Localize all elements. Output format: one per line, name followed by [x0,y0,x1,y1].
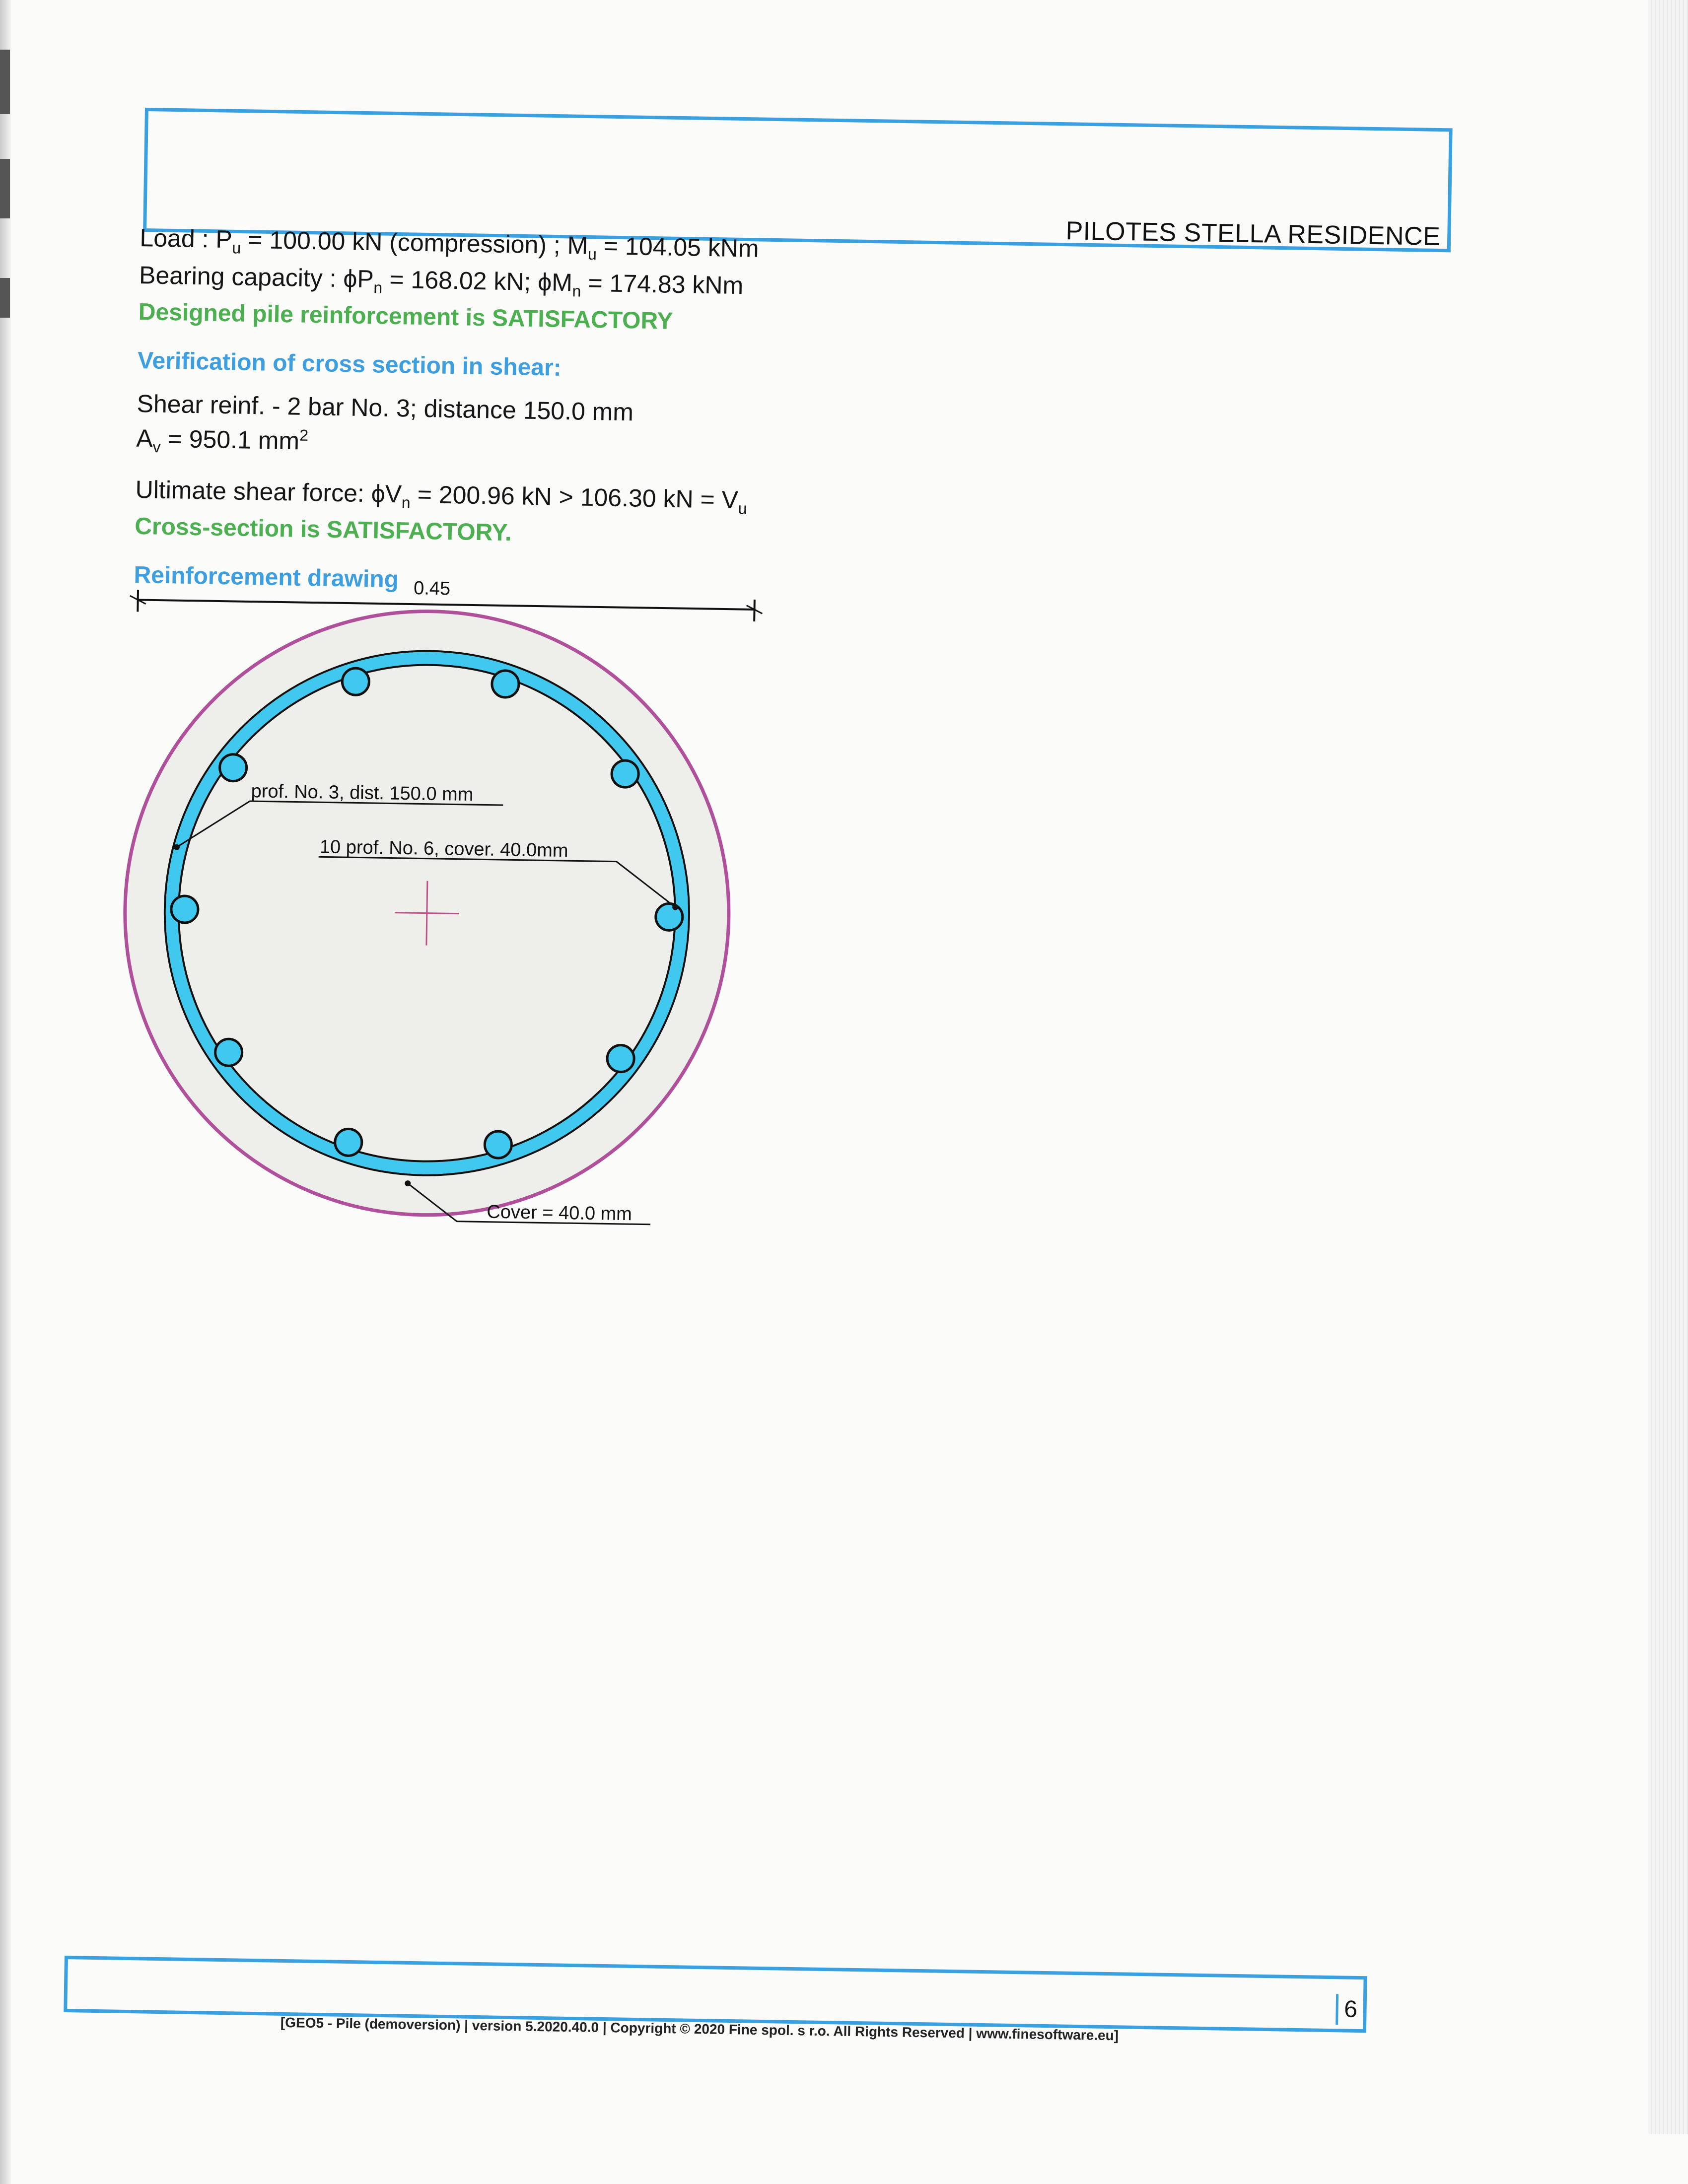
dimension-tick-right [754,600,755,621]
scan-edge-right [1648,0,1688,2134]
scan-edge-left [0,0,11,2184]
rebar-bar [607,1045,634,1072]
rebar-bar [485,1131,512,1159]
rebar-bar [335,1129,362,1156]
reinforcement-drawing [113,578,794,1336]
shear-heading: Verification of cross section in shear: [137,347,562,381]
bearing-m-value: = 174.83 kNm [581,269,744,300]
dimension-label: 0.45 [413,578,451,600]
av-value: = 950.1 mm [160,424,300,455]
load-m-value: = 104.05 kNm [596,232,760,263]
ultimate-sub2: u [738,499,747,518]
av-sub: v [152,438,161,456]
load-p-value: = 100.00 kN (compression) ; M [241,225,588,260]
center-mark-v [426,881,427,946]
ultimate-sub: n [401,493,411,512]
shear-reinf-text: Shear reinf. - 2 bar No. 3; distance 150.0 mm [137,389,634,426]
project-title: PILOTES STELLA RESIDENCE [1065,216,1441,252]
rebar-bar [219,754,247,781]
rebar-bar [342,668,369,695]
rebar-bar [215,1039,242,1066]
footer-box [64,1956,1367,2044]
cover-label: Cover = 40.0 mm [487,1201,633,1225]
av-prefix: A [136,424,153,453]
av-sup: 2 [299,426,309,444]
bearing-p-sub: n [373,278,383,297]
load-p-sub: u [232,239,241,257]
rebar-bar [492,671,519,698]
page-number: 6 [1336,1994,1363,2025]
cross-section-status: Cross-section is SATISFACTORY. [134,513,512,546]
ultimate-value: = 200.96 kN > 106.30 kN = V [410,480,739,514]
dimension-line [138,600,755,610]
bearing-prefix: Bearing capacity : ϕP [139,261,374,293]
stirrup-label: prof. No. 3, dist. 150.0 mm [251,781,474,806]
rebar-bar [171,896,199,923]
footer-text: [GEO5 - Pile (demoversion) | version 5.2020.40.0 | Copyright © 2020 Fine spol. s r.o. All Rights Reserved | www.finesoftware.eu] [280,2014,1119,2044]
bearing-m-sub: n [572,282,581,300]
reinforcement-status: Designed pile reinforcement is SATISFACTORY [138,298,673,335]
rebar-label: 10 prof. No. 6, cover. 40.0mm [319,836,568,862]
rebar-bar [655,903,683,931]
ultimate-prefix: Ultimate shear force: ϕV [135,475,402,508]
bearing-p-value: = 168.02 kN; ϕM [382,265,573,297]
results-section [134,223,885,603]
load-m-sub: u [587,245,597,264]
load-prefix: Load : P [140,223,233,254]
drawing-heading: Reinforcement drawing [134,561,399,593]
rebar-bar [612,760,639,788]
